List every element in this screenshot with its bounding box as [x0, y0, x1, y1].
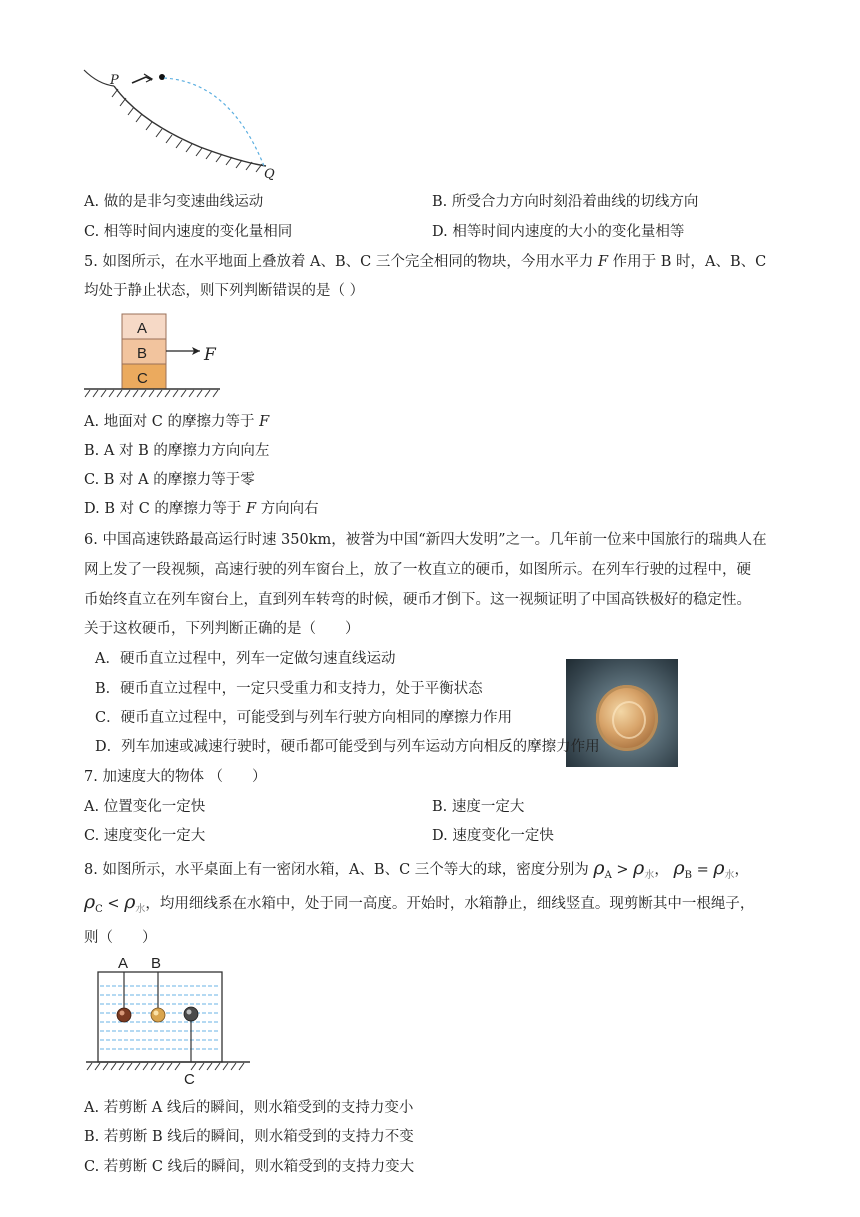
q8-stem-line2: $\rho_C < \rho_水$，均用细线系在水箱中，处于同一高度。开始时，水箱静止，细线竖直。现剪断其中一根绳子， [84, 891, 755, 915]
slope-projectile-figure [80, 62, 280, 186]
tank-label-c: C [184, 1071, 195, 1088]
q4-option-a[interactable]: A. 做的是非匀变速曲线运动 [84, 194, 264, 210]
force-label: F [204, 345, 216, 365]
block-c-label: C [137, 370, 148, 387]
q8-stem-line1: 8. 如图所示，水平桌面上有一密闭水箱，A、B、C 三个等大的球，密度分别为 $\rho_A > \rho_水$， $\rho_B = \rho_水$， [84, 857, 750, 881]
q8-option-a[interactable]: A. 若剪断 A 线后的瞬间，则水箱受到的支持力变小 [84, 1100, 414, 1116]
coin-inner-ring [612, 701, 646, 739]
rho-a-relation: $\rho_A > \rho_水$ [593, 857, 655, 881]
q5-stem-line2: 均处于静止状态，则下列判断错误的是（ ） [84, 283, 365, 299]
q5-option-c[interactable]: C. B 对 A 的摩擦力等于零 [84, 472, 255, 488]
q6-option-c[interactable]: C．硬币直立过程中，可能受到与列车行驶方向相同的摩擦力作用 [95, 710, 513, 726]
q7-option-c[interactable]: C. 速度变化一定大 [84, 828, 206, 844]
block-a-label: A [137, 320, 148, 337]
block-b-label: B [137, 345, 148, 362]
tank-label-a: A [118, 955, 129, 972]
rho-c-relation: $\rho_C < \rho_水$ [84, 891, 146, 915]
q7-option-a[interactable]: A. 位置变化一定快 [84, 799, 206, 815]
q4-option-c[interactable]: C. 相等时间内速度的变化量相同 [84, 224, 293, 240]
q6-stem-line3: 币始终直立在列车窗台上，直到列车转弯的时候，硬币才倒下。这一视频证明了中国高铁极好的稳定性。 [84, 592, 751, 608]
q6-stem-line1: 6. 中国高速铁路最高运行时速 350km，被誉为中国“新四大发明”之一。几年前一位来中国旅行的瑞典人在 [84, 532, 767, 548]
q5-option-b[interactable]: B. A 对 B 的摩擦力方向向左 [84, 443, 270, 459]
q7-option-b[interactable]: B. 速度一定大 [432, 799, 525, 815]
q6-stem-line4: 关于这枚硬币，下列判断正确的是（ ） [84, 621, 360, 637]
water-tank-figure [84, 952, 264, 1088]
tank-label-b: B [151, 955, 162, 972]
q6-stem-line2: 网上发了一段视频，高速行驶的列车窗台上，放了一枚直立的硬币，如图所示。在列车行驶的过程中，硬 [84, 562, 751, 578]
stacked-blocks-figure [82, 310, 232, 400]
label-q: Q [264, 167, 275, 182]
q7-stem: 7. 加速度大的物体 （ ） [84, 769, 267, 785]
q7-option-d[interactable]: D. 速度变化一定快 [432, 828, 554, 844]
q6-option-b[interactable]: B．硬币直立过程中，一定只受重力和支持力，处于平衡状态 [95, 681, 483, 697]
q4-option-d[interactable]: D. 相等时间内速度的大小的变化量相等 [432, 224, 685, 240]
q6-option-d[interactable]: D．列车加速或减速行驶时，硬币都可能受到与列车运动方向相反的摩擦力作用 [95, 739, 600, 755]
label-p: P [110, 73, 119, 88]
q5-stem-line1: 5. 如图所示，在水平地面上叠放着 A、B、C 三个完全相同的物块，今用水平力 F 作用于 B 时，A、B、C [84, 254, 767, 270]
q8-option-c[interactable]: C. 若剪断 C 线后的瞬间，则水箱受到的支持力变大 [84, 1159, 415, 1175]
q8-stem-line3: 则（ ） [84, 930, 157, 946]
rho-b-relation: $\rho_B = \rho_水$ [673, 857, 735, 881]
q5-option-d[interactable]: D. B 对 C 的摩擦力等于 F 方向向右 [84, 501, 319, 517]
q6-option-a[interactable]: A．硬币直立过程中，列车一定做匀速直线运动 [95, 651, 396, 667]
q4-option-b[interactable]: B. 所受合力方向时刻沿着曲线的切线方向 [432, 194, 699, 210]
q5-option-a[interactable]: A. 地面对 C 的摩擦力等于 F [84, 414, 270, 430]
q8-option-b[interactable]: B. 若剪断 B 线后的瞬间，则水箱受到的支持力不变 [84, 1129, 414, 1145]
